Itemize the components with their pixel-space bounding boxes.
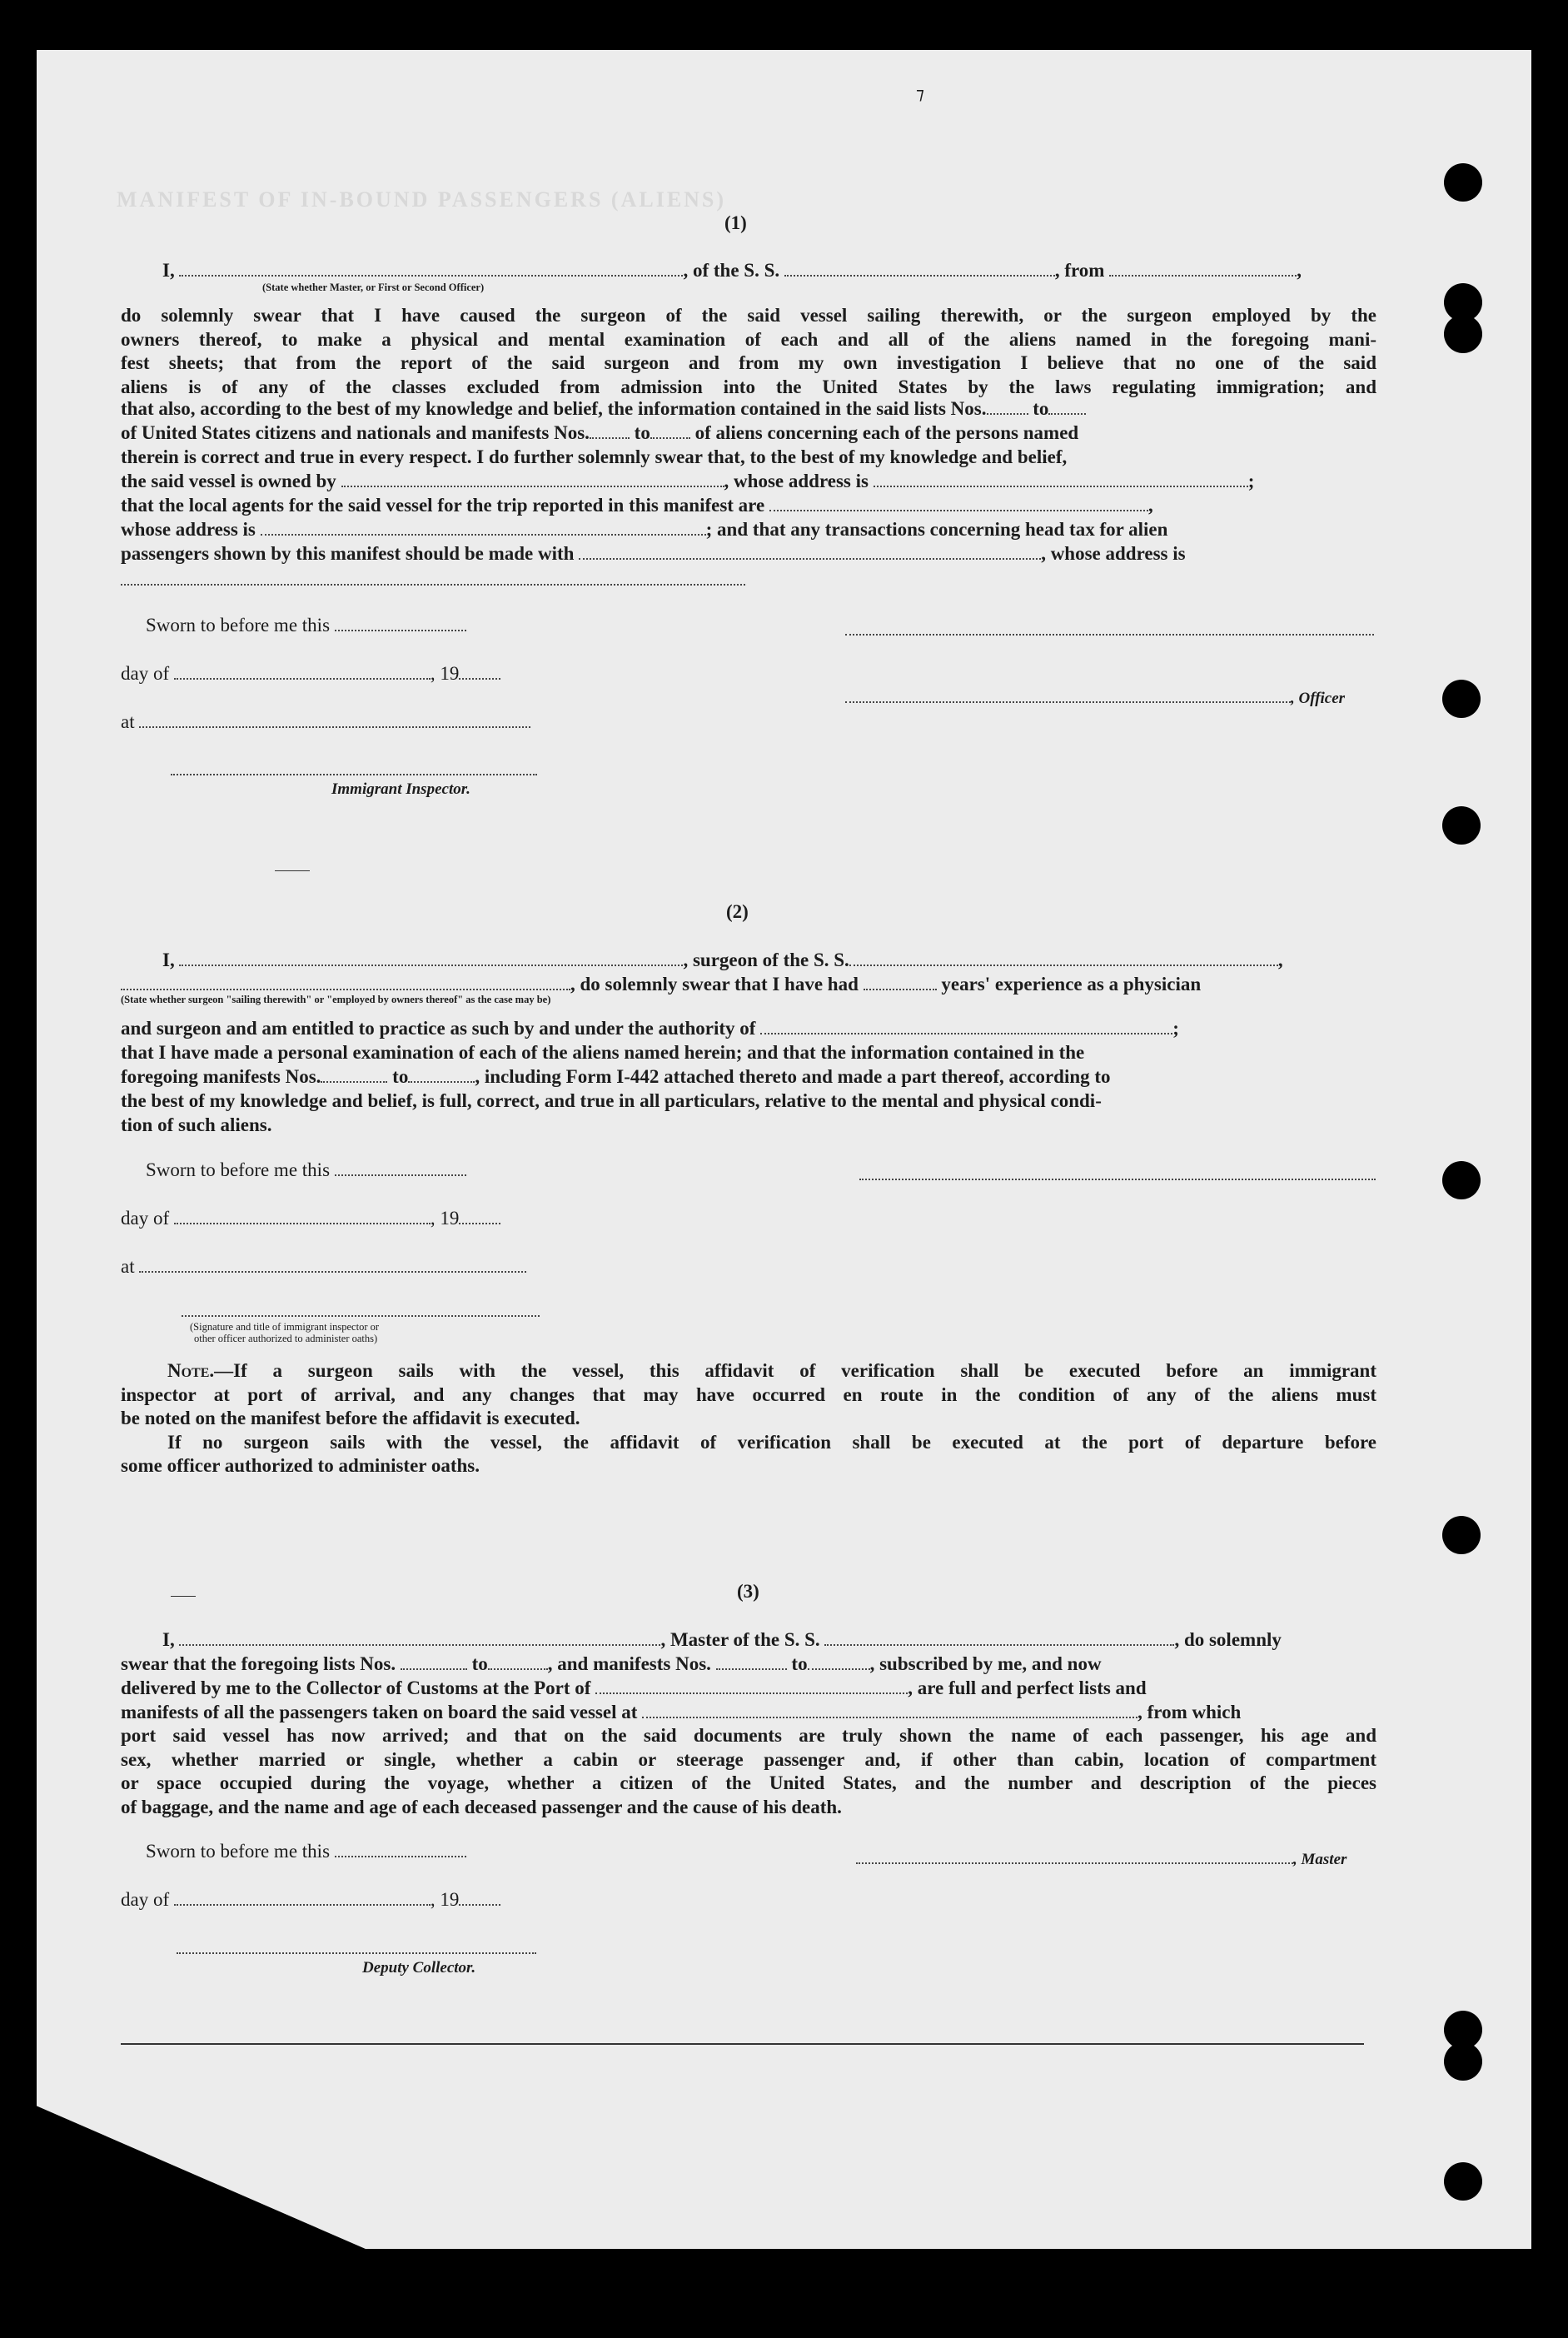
text: , (1277, 950, 1283, 970)
master-label: , Master (1293, 1851, 1347, 1868)
manifests-from-field[interactable] (590, 436, 630, 439)
officer-label: , Officer (1291, 690, 1346, 707)
s1-t4 (121, 471, 1254, 492)
s1-sworn (146, 615, 466, 636)
text: that the local agents for the said vessel for the trip reported in this manifest are (121, 495, 765, 516)
punch-hole (1442, 806, 1481, 845)
s2-l7: tion of such aliens. (121, 1114, 272, 1135)
head-tax-party-field[interactable] (579, 557, 1041, 560)
text: , and manifests Nos. (547, 1653, 711, 1674)
text: delivered by me to the Collector of Customs at the Port of (121, 1677, 591, 1698)
s2-ship-name-field[interactable] (849, 964, 1278, 966)
s1-para (121, 304, 1376, 399)
authority-field[interactable] (760, 1032, 1172, 1034)
text: to (471, 1653, 488, 1674)
text: , 19 (430, 1208, 460, 1229)
s3-l1 (162, 1629, 1282, 1651)
punch-hole (1442, 1516, 1481, 1554)
s3-l3 (121, 1677, 1147, 1699)
section-1-number: (1) (724, 212, 747, 233)
text: that also, according to the best of my knowledge and belief, the information contained in the said lists Nos. (121, 398, 987, 419)
header-mark: ⁊ (916, 85, 924, 103)
text: to (392, 1066, 409, 1087)
text: I, (162, 950, 175, 970)
head-tax-address-field[interactable] (121, 583, 745, 586)
s3-l2 (121, 1653, 1102, 1675)
s1-officer (845, 686, 1345, 708)
s2-l5 (121, 1066, 1111, 1088)
s2-l1 (162, 950, 1283, 971)
section-3-number: (3) (737, 1581, 759, 1602)
deputy-collector-signature-line[interactable] (177, 1952, 536, 1954)
text: Sworn to before me this (146, 615, 331, 636)
text: whose address is (121, 519, 256, 540)
text: day of (121, 1208, 170, 1229)
note-line: inspector at port of arrival, and any changes that may have occurred en route in the condition of any of the aliens must (121, 1383, 1376, 1405)
s3-lists-to-field[interactable] (488, 1668, 548, 1670)
inspector-signature-line[interactable] (171, 773, 537, 775)
bottom-rule (121, 2043, 1364, 2045)
text: day of (121, 663, 170, 684)
text: swear that the foregoing lists Nos. (121, 1653, 396, 1674)
text: passengers shown by this manifest should be made with (121, 543, 575, 564)
s2-l2 (121, 974, 1201, 995)
s3-para (121, 1724, 1376, 1819)
para-line: aliens is of any of the classes excluded from admission into the United States by the laws regulating immigration; and (121, 376, 1376, 397)
s3-year-field[interactable] (459, 1903, 500, 1906)
s2-l6: the best of my knowledge and belief, is full, correct, and true in all particulars, relative to the mental and physical condi- (121, 1090, 1102, 1111)
text: at (121, 1256, 135, 1277)
text: , Master of the S. S. (660, 1629, 820, 1650)
s3-manifests-from-field[interactable] (716, 1668, 787, 1670)
note-label: Note. (167, 1360, 215, 1381)
s2-sworn (146, 1159, 466, 1181)
owner-field[interactable] (341, 485, 724, 487)
note-line: some officer authorized to administer oaths. (121, 1455, 480, 1477)
s2-year-field[interactable] (459, 1222, 500, 1224)
para-line: sex, whether married or single, whether a cabin or steerage passenger and, if other than cabin, location of compartment (121, 1748, 1376, 1770)
s2-at (121, 1256, 526, 1278)
text: manifests of all the passengers taken on board the said vessel at (121, 1702, 638, 1722)
section-2-number: (2) (726, 901, 749, 922)
s1-t5 (121, 495, 1153, 516)
ship-label: , of the S. S. (683, 260, 780, 281)
s2-manifests-from-field[interactable] (321, 1080, 387, 1083)
officer-signature-field[interactable] (845, 700, 1291, 703)
text: of United States citizens and nationals and manifests Nos. (121, 422, 590, 443)
owner-address-field[interactable] (874, 485, 1248, 487)
separator-mark (275, 870, 310, 871)
surgeon-signature-line[interactable] (859, 1178, 1376, 1180)
punch-hole (1444, 2042, 1482, 2081)
boarding-port-field[interactable] (642, 1716, 1137, 1718)
text: I, (162, 1629, 175, 1650)
officer-signature-line[interactable] (845, 633, 1374, 636)
s1-t1 (121, 398, 1086, 420)
s2-sig-note-2: other officer authorized to administer oaths) (194, 1333, 378, 1344)
note-line: If no surgeon sails with the vessel, the affidavit of verification shall be executed at the port of departure before (167, 1431, 1376, 1453)
text: , from which (1137, 1702, 1242, 1722)
s2-l4: that I have made a personal examination of each of the aliens named herein; and that the information contained in the (121, 1042, 1085, 1063)
punch-hole (1444, 315, 1482, 353)
master-name-field[interactable] (179, 1643, 660, 1646)
text: , (1147, 495, 1153, 516)
text: years' experience as a physician (941, 974, 1202, 995)
s1-t7 (121, 543, 1186, 565)
surgeon-name-field[interactable] (179, 964, 683, 966)
text: ; (1247, 471, 1255, 491)
text: , including Form I-442 attached thereto and made a part thereof, according to (475, 1066, 1111, 1087)
s3-day-month-field[interactable] (174, 1903, 431, 1906)
s2-inspector-signature-line[interactable] (182, 1314, 540, 1317)
s2-place-field[interactable] (139, 1270, 526, 1273)
place-field[interactable] (139, 725, 530, 728)
s2-manifests-to-field[interactable] (408, 1080, 475, 1083)
s3-dayof (121, 1889, 500, 1911)
s1-t3: therein is correct and true in every respect. I do further solemnly swear that, to the best of my knowledge and belief, (121, 446, 1068, 467)
lists-from-field[interactable] (987, 412, 1028, 415)
s3-l4 (121, 1702, 1241, 1723)
port-of-field[interactable] (595, 1692, 908, 1694)
separator-mark (171, 1596, 196, 1597)
s1-i-label: I, (162, 260, 175, 281)
local-agents-field[interactable] (769, 509, 1148, 511)
day-month-field[interactable] (174, 677, 431, 680)
para-line: owners thereof, to make a physical and mental examination of each and all of the aliens named in the foregoing mani- (121, 328, 1376, 350)
from-label: , from (1054, 260, 1105, 281)
sworn-date-field[interactable] (335, 629, 466, 631)
text: ; (1172, 1018, 1179, 1039)
text: Sworn to before me this (146, 1159, 331, 1180)
text: to (634, 422, 650, 443)
s3-manifests-to-field[interactable] (808, 1668, 870, 1670)
deputy-collector-label: Deputy Collector. (362, 1959, 476, 1977)
punch-hole (1444, 163, 1482, 202)
punch-hole (1442, 1161, 1481, 1199)
text: , are full and perfect lists and (908, 1677, 1147, 1698)
officer-name-field[interactable] (179, 274, 683, 277)
text: at (121, 711, 135, 732)
para-line: of baggage, and the name and age of each deceased passenger and the cause of his death. (121, 1796, 842, 1817)
text: , do solemnly swear that I have had (570, 974, 859, 995)
note-line: be noted on the manifest before the affidavit is executed. (121, 1408, 580, 1429)
text: day of (121, 1889, 170, 1910)
s3-lists-from-field[interactable] (401, 1668, 467, 1670)
s3-ship-name-field[interactable] (824, 1643, 1174, 1646)
text: and surgeon and am entitled to practice as such by and under the authority of (121, 1018, 756, 1039)
text: —If a surgeon sails with the vessel, this affidavit of verification shall be executed before an immigrant (214, 1360, 1376, 1381)
text: , 19 (430, 663, 460, 684)
s3-sworn (146, 1841, 466, 1862)
s2-sworn-date-field[interactable] (335, 1174, 466, 1176)
punch-hole (1444, 2162, 1482, 2201)
year-field[interactable] (459, 677, 500, 680)
para-line: port said vessel has now arrived; and that on the said documents are truly shown the name of each passenger, his age and (121, 1725, 1376, 1746)
surgeon-status-field[interactable] (121, 988, 570, 990)
s2-note (121, 1359, 1376, 1478)
text: , subscribed by me, and now (869, 1653, 1102, 1674)
s2-day-month-field[interactable] (174, 1222, 431, 1224)
para-line: do solemnly swear that I have caused the surgeon of the said vessel sailing therewith, or the surgeon employed by the (121, 305, 1376, 326)
text: Sworn to before me this (146, 1841, 331, 1862)
text: , whose address is (724, 471, 869, 491)
punch-hole (1442, 680, 1481, 718)
bleed-through-title: MANIFEST OF IN-BOUND PASSENGERS (ALIENS) (117, 187, 727, 212)
manifests-to-field[interactable] (650, 436, 690, 439)
s2-surgeon-note: (State whether surgeon "sailing therewith" or "employed by owners thereof" as the case may be) (121, 994, 551, 1005)
text: the said vessel is owned by (121, 471, 336, 491)
s2-sig-note-1: (Signature and title of immigrant inspector or (190, 1321, 380, 1333)
s1-officer-note: (State whether Master, or First or Second Officer) (262, 282, 485, 293)
punct: , (1297, 260, 1302, 281)
s3-sworn-date-field[interactable] (335, 1855, 466, 1857)
text: to (791, 1653, 808, 1674)
lists-to-field[interactable] (1048, 412, 1086, 415)
years-experience-field[interactable] (864, 988, 937, 990)
text: , surgeon of the S. S. (683, 950, 849, 970)
immigrant-inspector-label: Immigrant Inspector. (331, 780, 470, 798)
s2-dayof (121, 1208, 500, 1229)
s1-t2 (121, 422, 1078, 444)
text: , do solemnly (1174, 1629, 1282, 1650)
text: , whose address is (1041, 543, 1186, 564)
note-line (121, 1359, 1376, 1383)
text: of aliens concerning each of the persons named (694, 422, 1079, 443)
s1-dayof (121, 663, 500, 685)
from-port-field[interactable] (1109, 274, 1297, 277)
agents-address-field[interactable] (261, 533, 706, 536)
ship-name-field[interactable] (784, 274, 1055, 277)
master-signature-field[interactable] (856, 1862, 1293, 1864)
s1-line1 (162, 260, 1302, 282)
para-line: or space occupied during the voyage, whether a citizen of the United States, and the number and description of the pieces (121, 1772, 1376, 1794)
text: foregoing manifests Nos. (121, 1066, 321, 1087)
s3-master (856, 1847, 1346, 1869)
s1-at (121, 711, 530, 733)
text: to (1033, 398, 1049, 419)
text: ; and that any transactions concerning head tax for alien (705, 519, 1168, 540)
s1-t6 (121, 519, 1167, 541)
s2-l3 (121, 1018, 1179, 1039)
text: , 19 (430, 1889, 460, 1910)
para-line: fest sheets; that from the report of the said surgeon and from my own investigation I believe that no one of the said (121, 352, 1376, 374)
